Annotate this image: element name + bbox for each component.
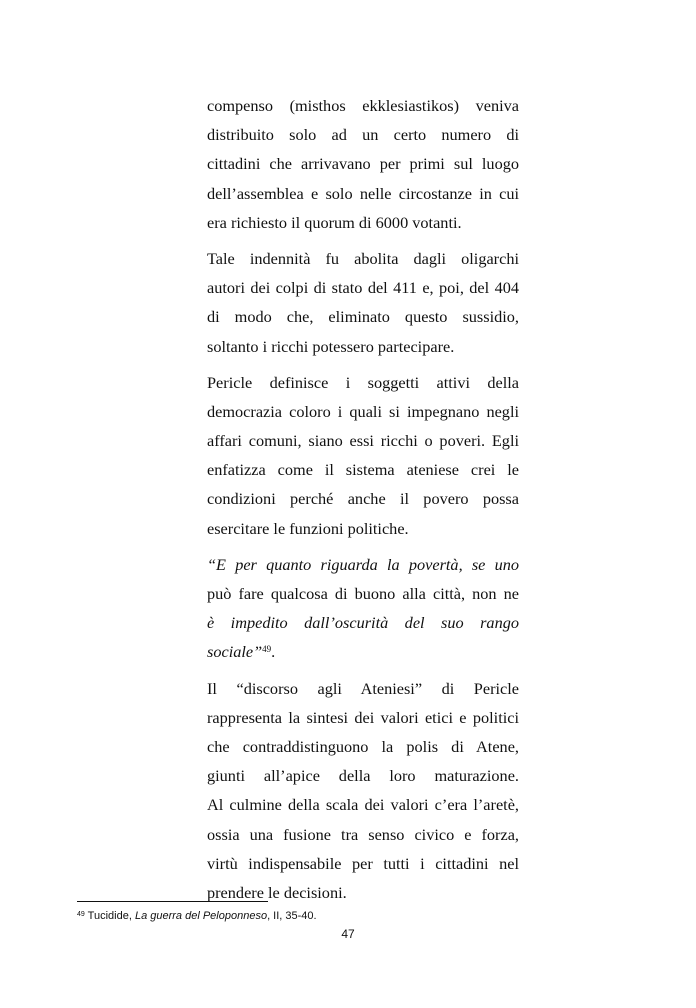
quote-closing-text: sociale”: [207, 642, 263, 662]
text-line: soltanto i ricchi potessero partecipare.: [207, 336, 455, 356]
text-line: distribuito solo ad un certo numero di: [207, 125, 519, 145]
quote-end-punctuation: .: [271, 642, 276, 662]
footnote-reference[interactable]: 49: [262, 644, 272, 655]
text-line: esercitare le funzioni politiche.: [207, 518, 409, 538]
text-line: virtù indispensabile per tutti i cittadini nel: [207, 853, 519, 873]
paragraph-quotation: [207, 550, 519, 667]
paragraph-indennita: [207, 244, 519, 361]
footnote: [77, 909, 317, 923]
text-line: di modo che, eliminato questo sussidio,: [207, 307, 519, 327]
text-line: affari comuni, siano essi ricchi o poveri. Egli: [207, 431, 519, 451]
footnote-title: La guerra del Peloponneso: [134, 910, 268, 922]
paragraph-compenso: [207, 91, 519, 237]
footnote-reference-text: , II, 35-40.: [267, 910, 317, 922]
quote-line: può fare qualcosa di buono alla città, non ne: [207, 584, 519, 603]
text-line: condizioni perché anche il povero possa: [207, 489, 519, 509]
text-line: prendere le decisioni.: [207, 882, 347, 902]
text-line: giunti all’apice della loro maturazione.: [207, 766, 519, 786]
quote-line: “E per quanto riguarda la povertà, se uno: [207, 554, 519, 574]
paragraph-discorso: [207, 674, 519, 908]
text-line: Tale indennità fu abolita dagli oligarchi: [207, 248, 519, 268]
text-line: enfatizza come il sistema ateniese crei le: [207, 460, 519, 480]
text-line: compenso (misthos ekklesiastikos) veniva: [207, 96, 519, 115]
text-line: cittadini che arrivavano per primi sul luogo: [207, 154, 519, 174]
text-line: dell’assemblea e solo nelle circostanze in cui: [207, 183, 519, 203]
footnote-number: 49: [77, 911, 85, 918]
text-line: autori dei colpi di stato del 411 e, poi, del 404: [207, 278, 519, 298]
text-line: Il “discorso agli Ateniesi” di Pericle: [207, 678, 519, 698]
text-line: Al culmine della scala dei valori c’era l’aretè,: [207, 795, 519, 815]
text-line: rappresenta la sintesi dei valori etici e politici: [207, 707, 519, 727]
quote-line: è impedito dall’oscurità del suo rango: [207, 613, 519, 633]
text-line: ossia una fusione tra senso civico e forza,: [207, 824, 519, 844]
text-line: democrazia coloro i quali si impegnano negli: [207, 401, 519, 421]
paragraph-pericle: [207, 368, 519, 543]
page-number: 47: [341, 927, 355, 941]
text-line: che contraddistinguono la polis di Atene,: [207, 736, 519, 756]
footnote-separator: [77, 901, 268, 902]
text-line: era richiesto il quorum di 6000 votanti.: [207, 212, 462, 232]
quote-line: [207, 637, 519, 666]
text-line: Pericle definisce i soggetti attivi della: [207, 372, 519, 392]
body-text: [207, 91, 519, 914]
footnote-author: Tucidide,: [87, 910, 135, 922]
